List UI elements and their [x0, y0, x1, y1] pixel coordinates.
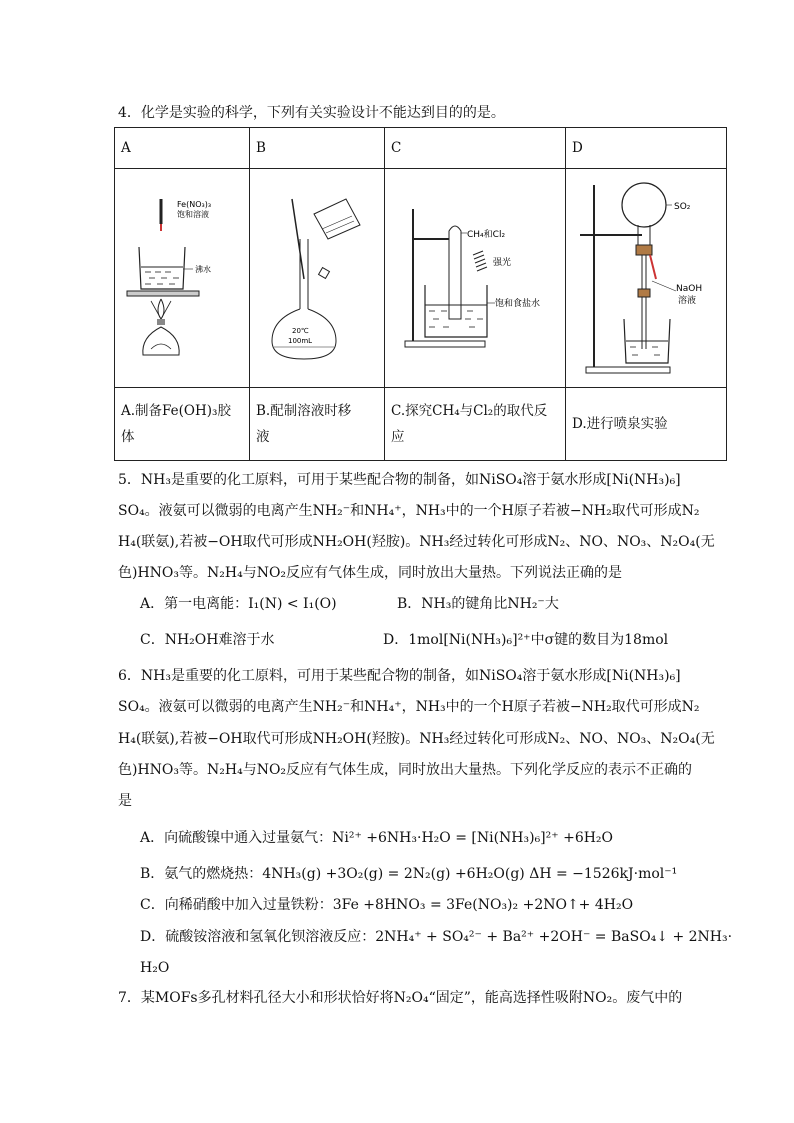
q6-option-d-line1: D．硫酸铵溶液和氢氧化钡溶液反应：2NH₄⁺ + SO₄²⁻ + Ba²⁺ +2OH⁻ = BaSO₄↓ + 2NH₃· [140, 929, 733, 945]
substitution-apparatus-figure [391, 169, 559, 387]
colloid-apparatus-figure [121, 169, 243, 387]
label-temperature: 20℃ [292, 327, 309, 335]
q5-line-3: H₄(联氨),若被−OH取代可形成NH₂OH(羟胺)。NH₃经过转化可形成N₂、NO、NO₃、N₂O₄(无 [118, 534, 715, 550]
label-volume: 100mL [288, 337, 313, 345]
caption-b [250, 388, 385, 461]
caption-c-line2: 应 [391, 429, 405, 445]
q5-option-a: A．第一电离能：I₁(N) < I₁(O) [140, 596, 337, 612]
q5-line-1: 5．NH₃是重要的化工原料，可用于某些配合物的制备，如NiSO₄溶于氨水形成[Ni(NH₃)₆] [118, 472, 681, 488]
q4-experiment-table [114, 127, 727, 461]
label-naoh: NaOH [676, 284, 703, 294]
label-ch4-cl2: CH₄和Cl₂ [467, 230, 506, 240]
q6-line-3: H₄(联氨),若被−OH取代可形成NH₂OH(羟胺)。NH₃经过转化可形成N₂、NO、NO₃、N₂O₄(无 [118, 731, 715, 747]
header-d: D [566, 128, 727, 169]
label-so2: SO₂ [674, 202, 691, 212]
cell-d-figure [566, 169, 727, 388]
cell-b-figure [250, 169, 385, 388]
q6-option-b: B．氨气的燃烧热：4NH₃(g) +3O₂(g) = 2N₂(g) +6H₂O(g) ΔH = −1526kJ·mol⁻¹ [140, 866, 678, 882]
q5-option-b: B．NH₃的键角比NH₂⁻大 [397, 596, 559, 612]
label-fe-reagent: Fe(NO₃)₃ [177, 200, 212, 209]
label-boiling-water: 沸水 [195, 265, 211, 274]
label-saturated: 饱和溶液 [177, 210, 209, 219]
q5-option-d: D．1mol[Ni(NH₃)₆]²⁺中σ键的数目为18mol [383, 632, 669, 648]
caption-a-line2: 体 [121, 429, 135, 445]
q6-option-d-line2: H₂O [140, 960, 170, 976]
caption-c-line1: C.探究CH₄与Cl₂的取代反 [391, 403, 548, 419]
header-b: B [250, 128, 385, 169]
caption-a [115, 388, 250, 461]
q6-line-5: 是 [118, 793, 132, 809]
header-c: C [385, 128, 566, 169]
label-strong-light: 强光 [493, 258, 512, 268]
q5-option-c: C．NH₂OH难溶于水 [140, 632, 275, 648]
caption-a-line1: A.制备Fe(OH)₃胶 [121, 403, 231, 419]
caption-b-line2: 液 [256, 429, 270, 445]
cell-a-figure [115, 169, 250, 388]
q6-line-1: 6．NH₃是重要的化工原料，可用于某些配合物的制备，如NiSO₄溶于氨水形成[Ni(NH₃)₆] [118, 668, 681, 684]
label-solution: 溶液 [678, 296, 697, 306]
q6-line-4: 色)HNO₃等。N₂H₄与NO₂反应有气体生成，同时放出大量热。下列化学反应的表示不正确的 [118, 762, 693, 778]
cell-c-figure [385, 169, 566, 388]
caption-c [385, 388, 566, 461]
q6-option-c: C．向稀硝酸中加入过量铁粉：3Fe +8HNO₃ = 3Fe(NO₃)₂ +2NO↑+ 4H₂O [140, 897, 634, 913]
caption-d-line1: D.进行喷泉实验 [572, 416, 668, 432]
q6-line-2: SO₄。液氨可以微弱的电离产生NH₂⁻和NH₄⁺，NH₃中的一个H原子若被−NH₂取代可形成N₂ [118, 699, 700, 715]
volumetric-flask-figure [256, 169, 378, 387]
caption-d [566, 388, 727, 461]
label-saturated-brine: 饱和食盐水 [495, 299, 541, 309]
q6-option-a: A．向硫酸镍中通入过量氨气：Ni²⁺ +6NH₃·H₂O = [Ni(NH₃)₆]²⁺ +6H₂O [140, 830, 614, 846]
q7-line-1: 7．某MOFs多孔材料孔径大小和形状恰好将N₂O₄“固定”，能高选择性吸附NO₂。废气中的 [118, 990, 683, 1006]
q5-line-2: SO₄。液氨可以微弱的电离产生NH₂⁻和NH₄⁺，NH₃中的一个H原子若被−NH₂取代可形成N₂ [118, 503, 700, 519]
q4-stem: 4．化学是实验的科学，下列有关实验设计不能达到目的的是。 [118, 105, 505, 121]
caption-b-line1: B.配制溶液时移 [256, 403, 352, 419]
header-a: A [115, 128, 250, 169]
q5-line-4: 色)HNO₃等。N₂H₄与NO₂反应有气体生成，同时放出大量热。下列说法正确的是 [118, 565, 623, 581]
fountain-apparatus-figure [572, 169, 720, 387]
